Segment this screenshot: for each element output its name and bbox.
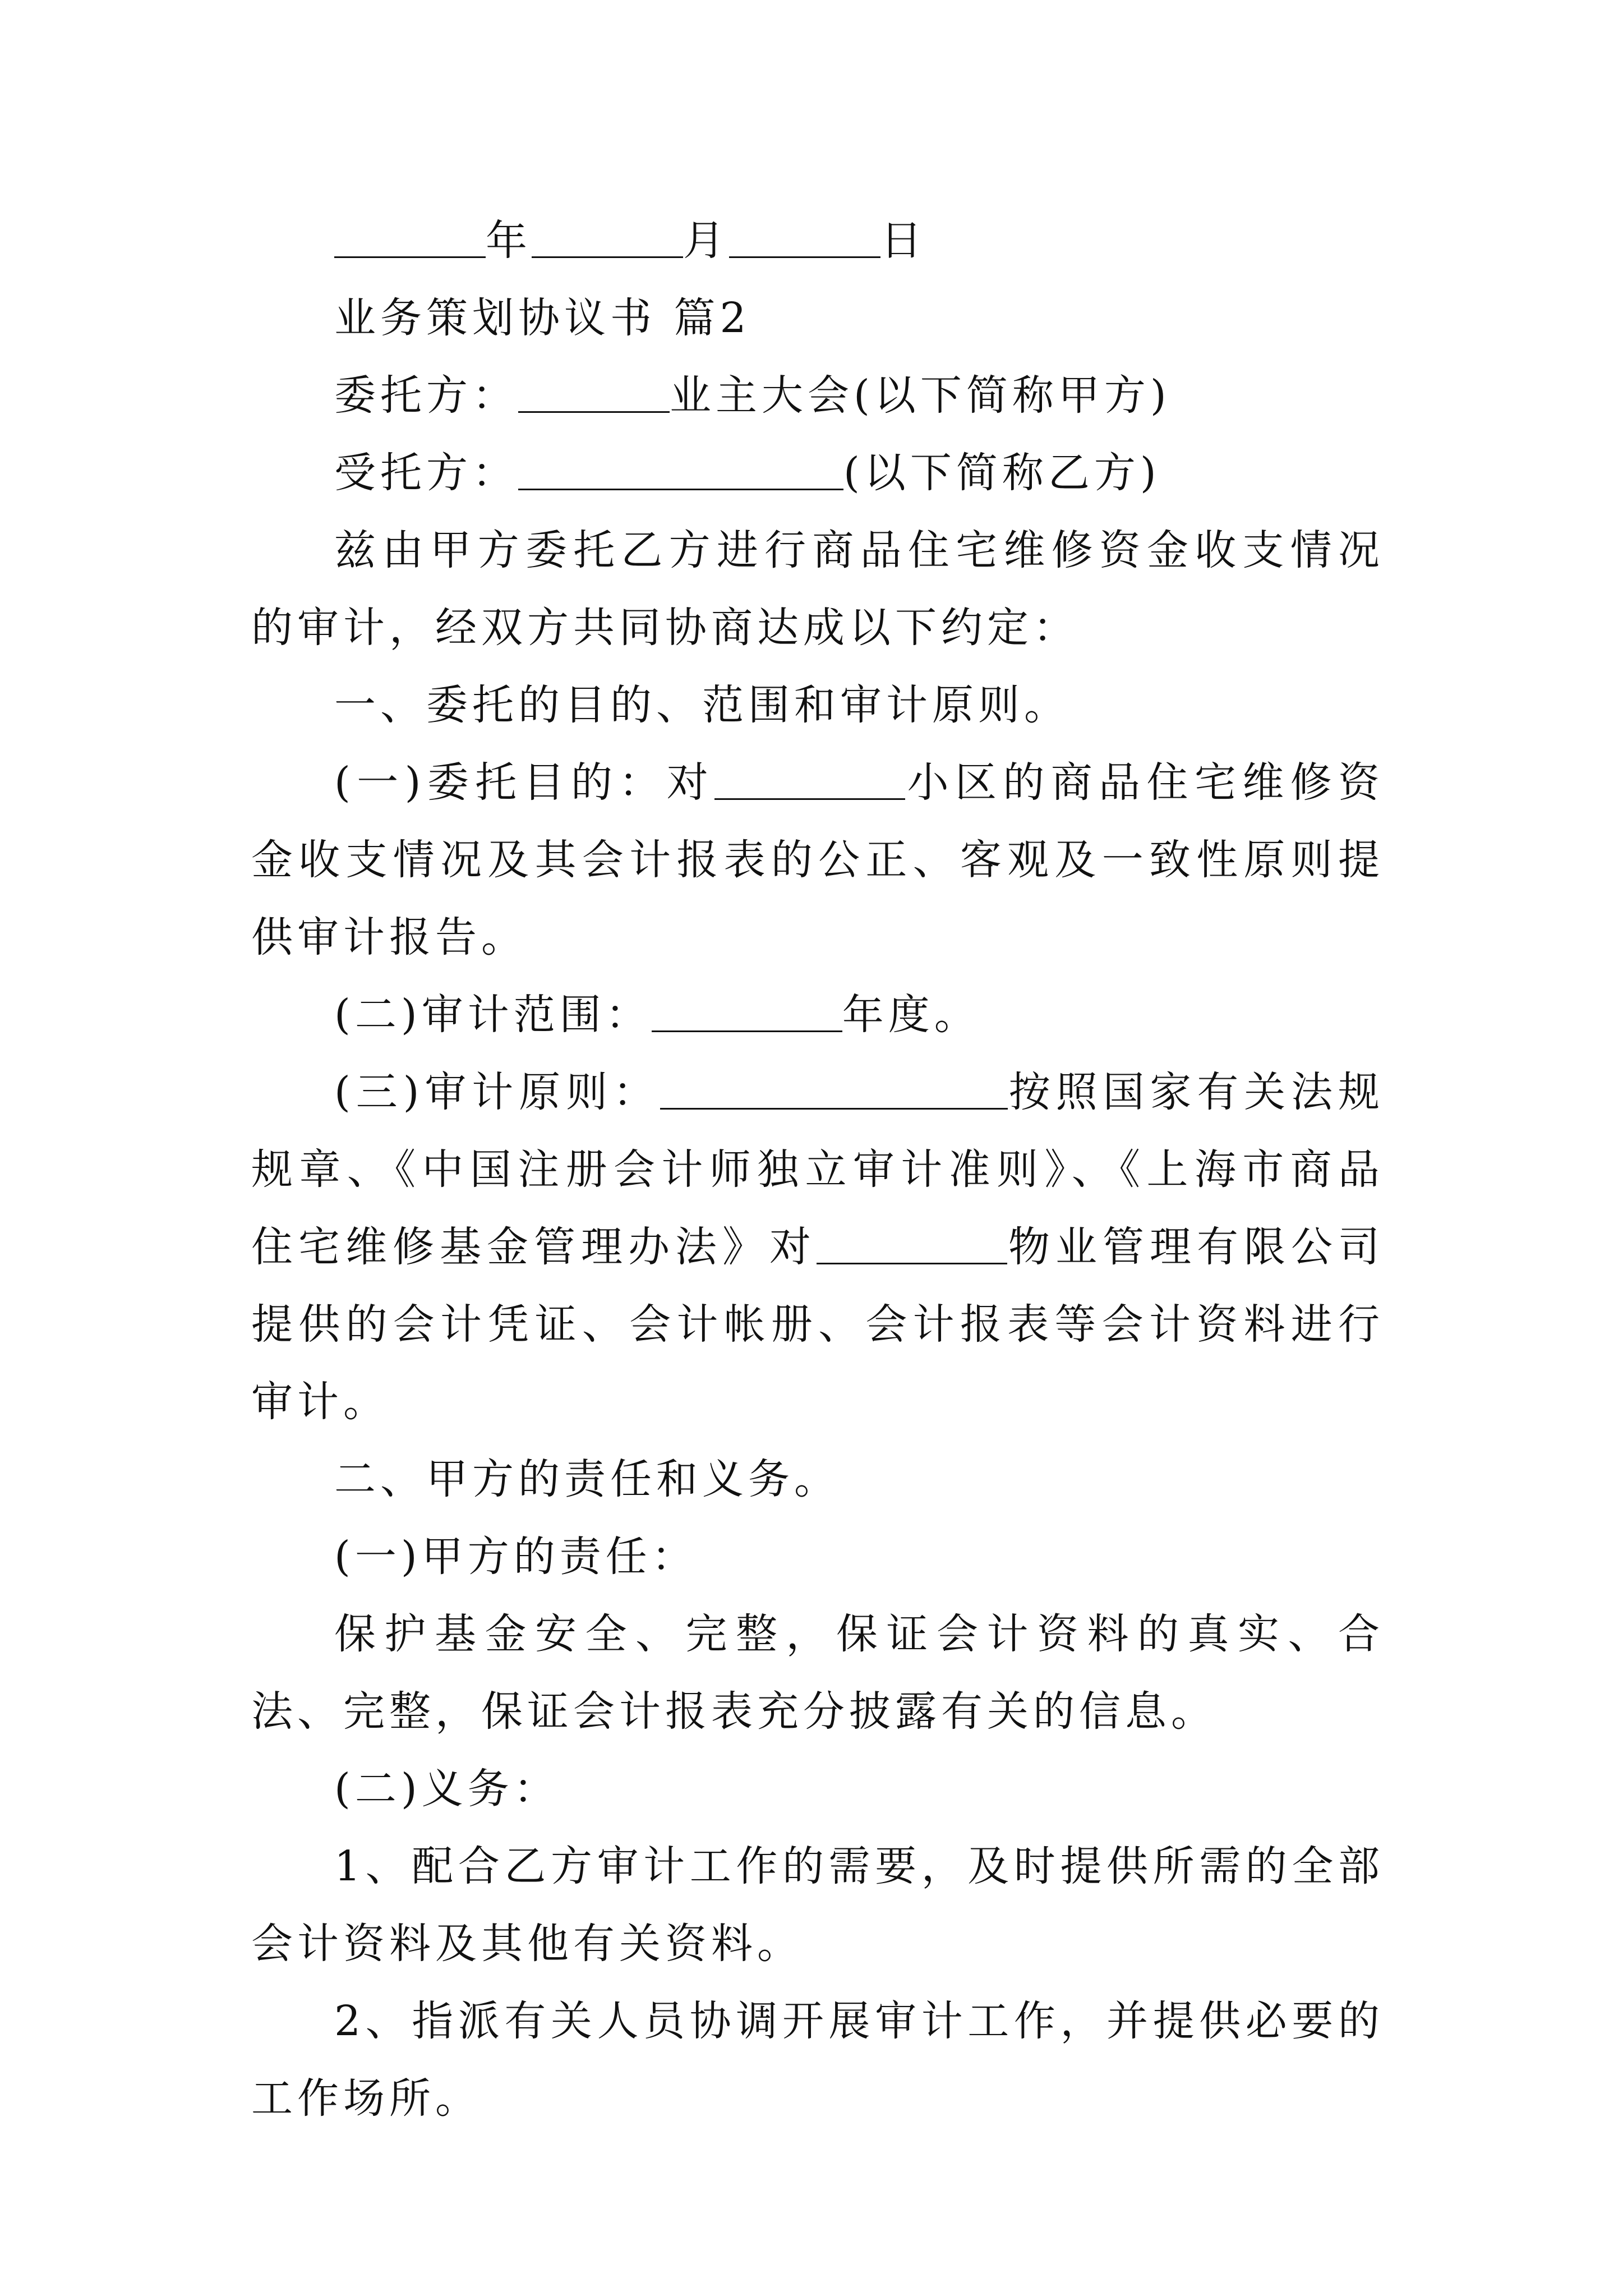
s1-item-3 — [251, 1053, 1384, 1441]
s1-item-3-blank-1 — [660, 1070, 1008, 1110]
s1-item-1-suffix: 小区的商品住宅维修资金收支情况及其会计报表的公正、客观及一致性原则提供审计报告。 — [251, 758, 1385, 961]
date-line — [251, 202, 1384, 279]
trustee-blank — [518, 451, 843, 490]
s1-item-1 — [251, 744, 1384, 976]
intro-paragraph: 兹由甲方委托乙方进行商品住宅维修资金收支情况的审计，经双方共同协商达成以下约定： — [251, 526, 1384, 652]
s1-item-2-prefix: (二)审计范围： — [334, 991, 652, 1039]
s2-responsibility-title: (一)甲方的责任： — [334, 1533, 698, 1581]
client-line — [251, 357, 1384, 434]
day-blank — [729, 219, 880, 258]
year-label: 年 — [486, 217, 532, 265]
day-label: 日 — [880, 217, 926, 265]
trustee-line — [251, 434, 1384, 512]
s1-item-3-blank-2 — [817, 1225, 1007, 1264]
s2-duty-item-1: 1、配合乙方审计工作的需要，及时提供所需的全部会计资料及其他有关资料。 — [251, 1842, 1384, 1968]
agreement-heading: 业务策划协议书 篇2 — [334, 294, 751, 342]
section-2-title: 二、甲方的责任和义务。 — [334, 1455, 840, 1503]
section-1-title: 一、委托的目的、范围和审计原则。 — [334, 681, 1070, 729]
s1-item-1-blank — [714, 761, 905, 800]
s2-duty-title: (二)义务： — [334, 1765, 560, 1813]
month-blank — [532, 219, 683, 258]
s1-item-2 — [251, 976, 1384, 1053]
client-label: 委托方： — [334, 371, 518, 420]
s2-responsibility-text: 保护基金安全、完整，保证会计资料的真实、合法、完整，保证会计报表充分披露有关的信息。 — [251, 1610, 1384, 1736]
s1-item-2-blank — [652, 993, 842, 1032]
client-blank — [518, 374, 670, 413]
s2-duty-item-2: 2、指派有关人员协调开展审计工作，并提供必要的工作场所。 — [251, 1997, 1384, 2123]
trustee-label: 受托方： — [334, 449, 518, 497]
document-body — [251, 202, 1384, 2137]
month-label: 月 — [683, 217, 729, 265]
s1-item-3-middle: 按照国家有关法规规章、《中国注册会计师独立审计准则》、《上海市商品住宅维修基金管理办法》对 — [251, 1068, 1384, 1271]
s1-item-3-prefix: (三)审计原则： — [334, 1068, 660, 1116]
year-blank — [334, 219, 486, 258]
s1-item-1-prefix: (一)委托目的：对 — [334, 758, 715, 807]
s1-item-2-suffix: 年度。 — [842, 991, 980, 1039]
client-suffix: 业主大会(以下简称甲方) — [670, 371, 1171, 420]
trustee-suffix: (以下简称乙方) — [843, 449, 1161, 497]
s1-item-3-suffix: 物业管理有限公司提供的会计凭证、会计帐册、会计报表等会计资料进行审计。 — [251, 1223, 1384, 1426]
